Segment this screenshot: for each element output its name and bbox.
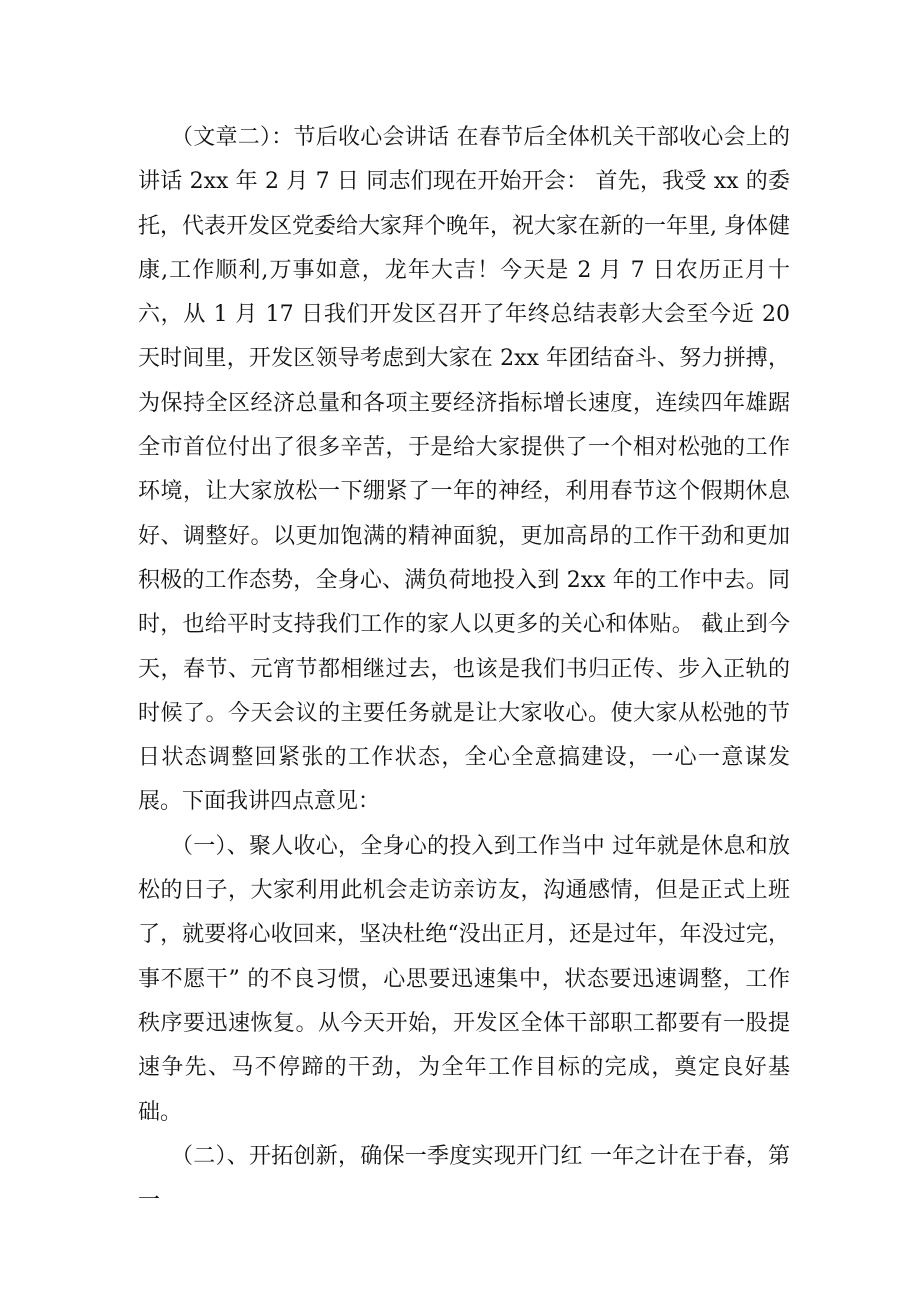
paragraph-point-one: （一）、聚人收心，全身心的投入到工作当中 过年就是休息和放松的日子，大家利用此机会走访亲访友，沟通感情，但是正式上班了，就要将心收回来，坚决杜绝“没出正月，还是过年，年没过完，事不愿干” 的不良习惯，心思要迅速集中，状态要迅速调整，工作秩序要迅速恢复。从今天开始，开发区全体干部职工都要有一股提速争先、马不停蹄的干劲，为全年工作目标的完成，奠定良好基础。 <box>138 833 790 1125</box>
document-body <box>138 116 790 1223</box>
paragraph-intro: （文章二）：节后收心会讲话 在春节后全体机关干部收心会上的讲话 2xx 年 2 月 7 日 同志们现在开始开会： 首先，我受 xx 的委托，代表开发区党委给大家拜个晚年，祝大家在新的一年里, 身体健康,工作顺利,万事如意，龙年大吉！今天是 2 月 7 日农历正月十六，从 1 月 17 日我们开发区召开了年终总结表彰大会至今近 20 天时间里，开发区领导考虑到大家在 2xx 年团结奋斗、努力拼搏，为保持全区经济总量和各项主要经济指标增长速度，连续四年雄踞全市首位付出了很多辛苦，于是给大家提供了一个相对松弛的工作环境，让大家放松一下绷紧了一年的神经，利用春节这个假期休息好、调整好。以更加饱满的精神面貌，更加高昂的工作干劲和更加积极的工作态势，全身心、满负荷地投入到 2xx 年的工作中去。同时，也给平时支持我们工作的家人以更多的关心和体贴。 截止到今天，春节、元宵节都相继过去，也该是我们书归正传、步入正轨的时候了。今天会议的主要任务就是让大家收心。使大家从松弛的节日状态调整回紧张的工作状态，全心全意搞建设，一心一意谋发展。下面我讲四点意见： <box>138 125 790 815</box>
paragraph-point-two: （二）、开拓创新，确保一季度实现开门红 一年之计在于春，第一 <box>138 1143 790 1214</box>
